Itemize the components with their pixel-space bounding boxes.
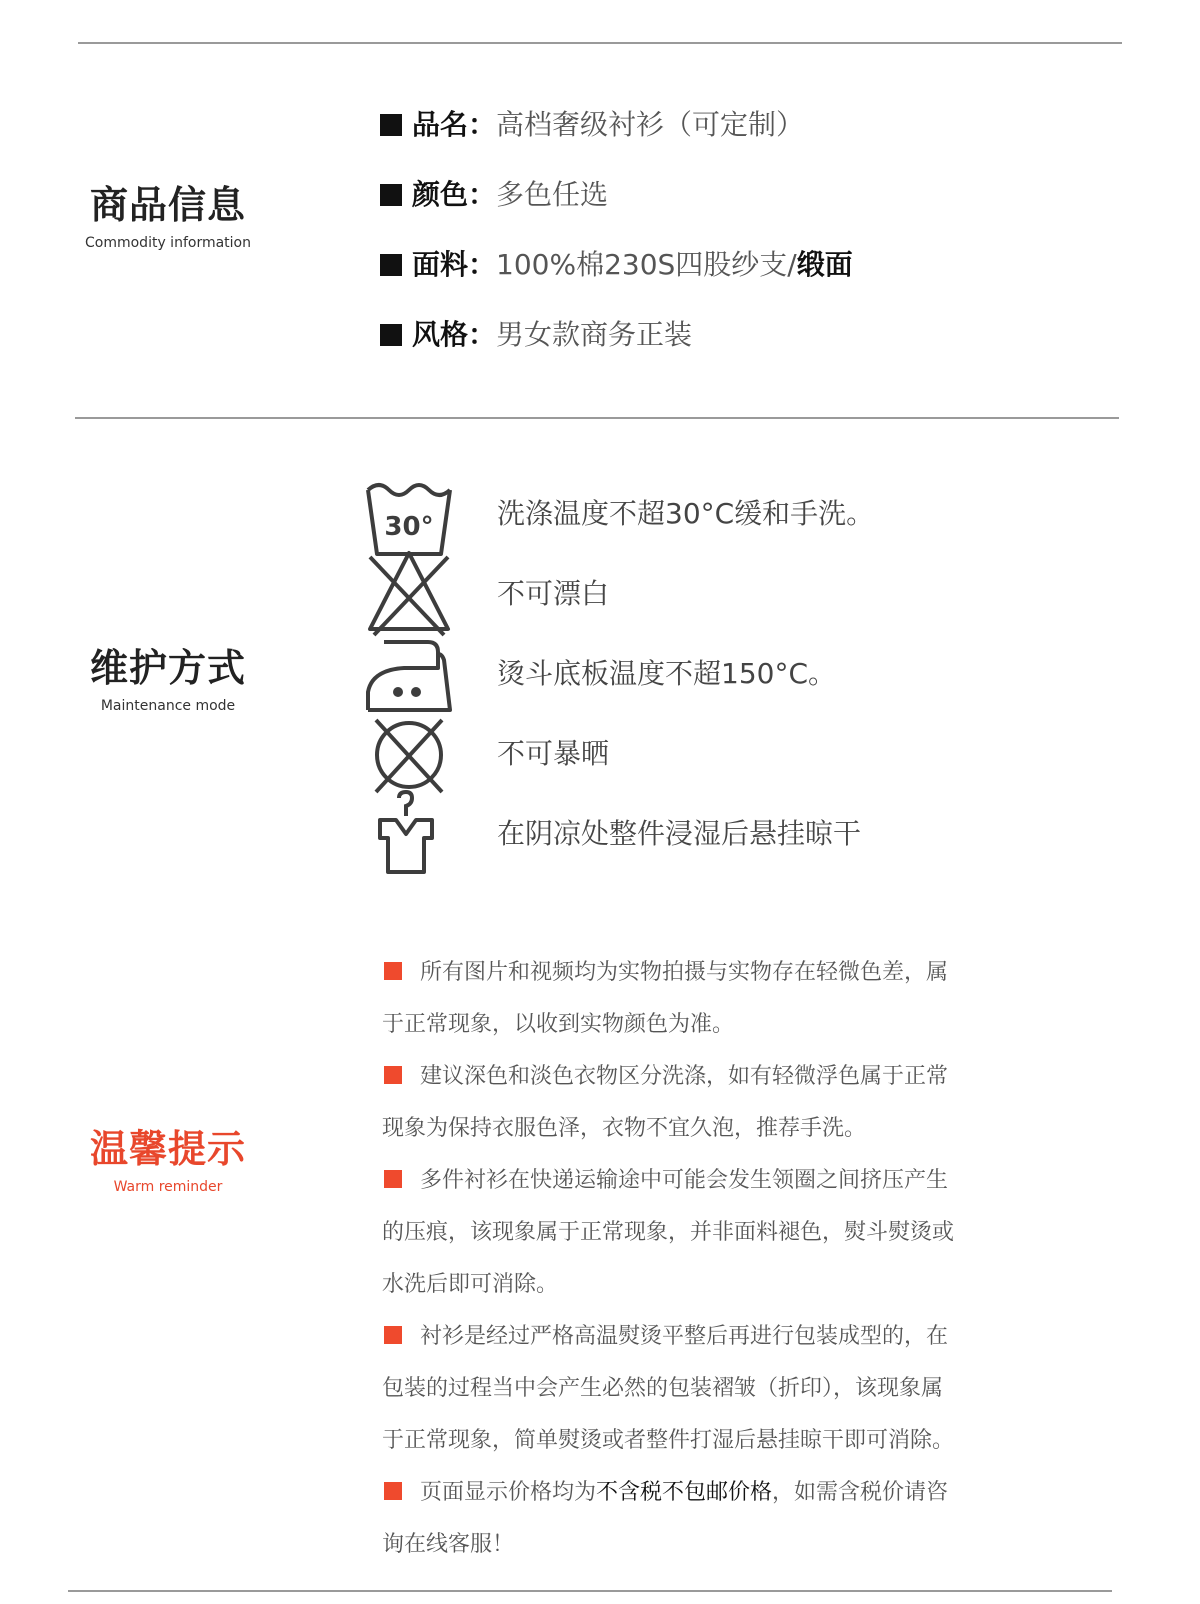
square-bullet-icon (380, 114, 402, 136)
info-key: 面料： (412, 248, 497, 281)
info-row-style (380, 313, 853, 383)
commodity-info-list (380, 103, 853, 383)
note-line (382, 1467, 1022, 1519)
note-line: 包装的过程当中会产生必然的包装褶皱（折印），该现象属 (382, 1376, 944, 1401)
maintenance-title-en: Maintenance mode (100, 698, 236, 714)
note-line: 于正常现象，以收到实物颜色为准。 (382, 1012, 735, 1037)
info-value: 多色任选 (496, 178, 609, 211)
square-bullet-icon (380, 324, 402, 346)
divider-bottom (68, 1590, 1112, 1592)
info-key: 风格： (412, 318, 497, 351)
note-text: 建议深色和淡色衣物区分洗涤，如有轻微浮色属于正常 (420, 1064, 949, 1089)
wash-temp-label: 30° (384, 512, 434, 542)
care-text-wash: 洗涤温度不超30°C缓和手洗。 (497, 497, 875, 530)
reminder-notes (382, 947, 1022, 1571)
hang-dry-icon (364, 790, 454, 880)
red-square-bullet-icon (384, 1326, 402, 1344)
divider-top (78, 42, 1122, 44)
no-bleach-icon (364, 549, 454, 639)
red-square-bullet-icon (384, 1482, 402, 1500)
info-value: 男女款商务正装 (496, 318, 693, 351)
note-line: 询在线客服！ (382, 1532, 515, 1557)
red-square-bullet-icon (384, 1170, 402, 1188)
note-text: 页面显示价格均为 (420, 1480, 597, 1505)
info-value: 100%棉230S四股纱支/ (496, 248, 797, 281)
maintenance-section-title (58, 646, 278, 714)
note-item (382, 1051, 1022, 1155)
info-key: 品名： (412, 108, 497, 141)
red-square-bullet-icon (384, 962, 402, 980)
info-row-color (380, 173, 853, 243)
note-item (382, 1467, 1022, 1571)
note-line: 于正常现象，简单熨烫或者整件打湿后悬挂晾干即可消除。 (382, 1428, 955, 1453)
note-text: 多件衬衫在快递运输途中可能会发生领圈之间挤压产生 (420, 1168, 949, 1193)
note-item (382, 947, 1022, 1051)
no-sun-dry-icon (364, 710, 454, 800)
note-text: 所有图片和视频均为实物拍摄与实物存在轻微色差，属 (420, 960, 949, 985)
commodity-section-title (58, 183, 278, 251)
commodity-title-en: Commodity information (85, 235, 251, 251)
note-text: 衬衫是经过严格高温熨烫平整后再进行包装成型的，在 (420, 1324, 949, 1349)
care-text-bleach: 不可漂白 (497, 577, 610, 610)
commodity-title-zh: 商品信息 (89, 183, 246, 227)
reminder-section-title (58, 1127, 278, 1195)
care-text-iron: 烫斗底板温度不超150°C。 (497, 657, 836, 690)
divider-middle (75, 417, 1119, 419)
square-bullet-icon (380, 184, 402, 206)
info-row-name (380, 103, 853, 173)
square-bullet-icon (380, 254, 402, 276)
info-value-bold: 缎面 (796, 248, 853, 281)
red-square-bullet-icon (384, 1066, 402, 1084)
iron-icon (364, 630, 454, 720)
note-item (382, 1155, 1022, 1311)
note-highlight: 不含税不包邮价格 (596, 1480, 773, 1505)
note-line: 的压痕，该现象属于正常现象，并非面料褪色，熨斗熨烫或 (382, 1220, 955, 1245)
note-text: ，如需含税价请咨 (772, 1480, 949, 1505)
note-item (382, 1311, 1022, 1467)
info-value: 高档奢级衬衫（可定制） (496, 108, 805, 141)
note-line (382, 1051, 1022, 1103)
reminder-title-zh: 温馨提示 (89, 1127, 246, 1171)
info-key: 颜色： (412, 178, 497, 211)
note-line (382, 1311, 1022, 1363)
note-line: 现象为保持衣服色泽，衣物不宜久泡，推荐手洗。 (382, 1116, 867, 1141)
reminder-title-en: Warm reminder (113, 1179, 223, 1195)
note-line (382, 1155, 1022, 1207)
care-text-hang: 在阴凉处整件浸湿后悬挂晾干 (497, 817, 862, 850)
note-line (382, 947, 1022, 999)
note-line: 水洗后即可消除。 (382, 1272, 559, 1297)
care-text-sun: 不可暴晒 (497, 737, 610, 770)
maintenance-title-zh: 维护方式 (89, 646, 246, 690)
info-row-fabric (380, 243, 853, 313)
